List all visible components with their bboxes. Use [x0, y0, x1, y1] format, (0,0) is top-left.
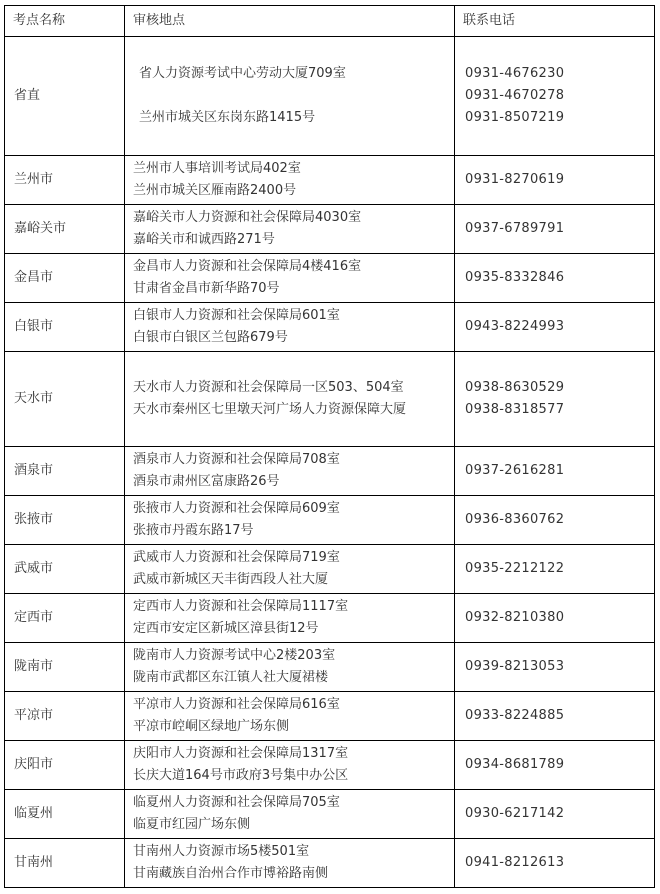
- site-name: 武威市: [5, 545, 125, 594]
- review-location: [125, 447, 455, 496]
- address-line: 白银市人力资源和社会保障局601室: [133, 308, 340, 323]
- site-name: 张掖市: [5, 496, 125, 545]
- address-line: 平凉市崆峒区绿地广场东侧: [133, 719, 290, 734]
- phone-cell: [455, 37, 655, 156]
- address-line: 张掖市人力资源和社会保障局609室: [133, 501, 340, 516]
- phone-number: 0931-4676230: [465, 66, 565, 81]
- address-line: 长庆大道164号市政府3号集中办公区: [133, 768, 349, 783]
- review-location: [125, 254, 455, 303]
- header-site-name: 考点名称: [5, 6, 125, 37]
- phone-number: 0931-8507219: [465, 110, 565, 125]
- site-name: 天水市: [5, 352, 125, 447]
- address-line: 临夏州人力资源和社会保障局705室: [133, 795, 340, 810]
- site-name: 陇南市: [5, 643, 125, 692]
- address-line: 省人力资源考试中心劳动大厦709室: [139, 66, 346, 81]
- phone-number: 0936-8360762: [465, 512, 565, 527]
- exam-site-table: [4, 5, 655, 888]
- phone-cell: [455, 496, 655, 545]
- table-row: [5, 37, 655, 156]
- address-line: 嘉峪关市人力资源和社会保障局4030室: [133, 210, 362, 225]
- address-line: 武威市人力资源和社会保障局719室: [133, 550, 340, 565]
- table-row: [5, 156, 655, 205]
- phone-cell: [455, 254, 655, 303]
- phone-number: 0933-8224885: [465, 708, 565, 723]
- phone-cell: [455, 156, 655, 205]
- site-name: 嘉峪关市: [5, 205, 125, 254]
- address-line: 酒泉市人力资源和社会保障局708室: [133, 452, 340, 467]
- table-row: [5, 839, 655, 888]
- review-location: [125, 156, 455, 205]
- site-name: 兰州市: [5, 156, 125, 205]
- phone-cell: [455, 692, 655, 741]
- phone-number: 0937-6789791: [465, 221, 565, 236]
- review-location: [125, 643, 455, 692]
- phone-number: 0932-8210380: [465, 610, 565, 625]
- site-name: 定西市: [5, 594, 125, 643]
- address-line: 兰州市城关区雁南路2400号: [133, 183, 297, 198]
- phone-number: 0931-8270619: [465, 172, 565, 187]
- phone-cell: [455, 839, 655, 888]
- phone-cell: [455, 741, 655, 790]
- address-line: 定西市人力资源和社会保障局1117室: [133, 599, 349, 614]
- table-row: [5, 594, 655, 643]
- phone-cell: [455, 303, 655, 352]
- phone-cell: [455, 545, 655, 594]
- address-line: 嘉峪关市和诚西路271号: [133, 232, 275, 247]
- phone-number: 0934-8681789: [465, 757, 565, 772]
- review-location: [125, 790, 455, 839]
- site-name: 金昌市: [5, 254, 125, 303]
- site-name: 平凉市: [5, 692, 125, 741]
- review-location: [125, 37, 455, 156]
- site-name: 庆阳市: [5, 741, 125, 790]
- address-line: 兰州市城关区东岗东路1415号: [139, 110, 316, 125]
- table-row: [5, 692, 655, 741]
- review-location: [125, 839, 455, 888]
- address-line: 陇南市人力资源考试中心2楼203室: [133, 648, 336, 663]
- phone-cell: [455, 594, 655, 643]
- review-location: [125, 352, 455, 447]
- address-line: 陇南市武都区东江镇人社大厦裙楼: [133, 670, 329, 685]
- address-line: 庆阳市人力资源和社会保障局1317室: [133, 746, 349, 761]
- phone-number: 0931-4670278: [465, 88, 565, 103]
- table-row: [5, 352, 655, 447]
- address-line: 甘肃省金昌市新华路70号: [133, 281, 280, 296]
- address-line: 武威市新城区天丰街西段人社大厦: [133, 572, 329, 587]
- phone-number: 0938-8630529: [465, 380, 565, 395]
- table-row: [5, 643, 655, 692]
- table-row: [5, 205, 655, 254]
- address-line: 平凉市人力资源和社会保障局616室: [133, 697, 340, 712]
- address-line: 临夏市红园广场东侧: [133, 817, 251, 832]
- phone-number: 0930-6217142: [465, 806, 565, 821]
- phone-cell: [455, 205, 655, 254]
- header-phone: 联系电话: [455, 6, 655, 37]
- site-name: 酒泉市: [5, 447, 125, 496]
- table-row: [5, 447, 655, 496]
- table-row: [5, 496, 655, 545]
- phone-number: 0938-8318577: [465, 402, 565, 417]
- header-review-location: 审核地点: [125, 6, 455, 37]
- table-header-row: [5, 6, 655, 37]
- phone-cell: [455, 790, 655, 839]
- phone-number: 0939-8213053: [465, 659, 565, 674]
- review-location: [125, 303, 455, 352]
- review-location: [125, 741, 455, 790]
- site-name: 省直: [5, 37, 125, 156]
- phone-cell: [455, 352, 655, 447]
- table-row: [5, 790, 655, 839]
- table-row: [5, 254, 655, 303]
- site-name: 白银市: [5, 303, 125, 352]
- address-line: 天水市秦州区七里墩天河广场人力资源保障大厦: [133, 402, 407, 417]
- phone-number: 0935-8332846: [465, 270, 565, 285]
- address-line: 甘南州人力资源市场5楼501室: [133, 844, 310, 859]
- site-name: 甘南州: [5, 839, 125, 888]
- review-location: [125, 692, 455, 741]
- review-location: [125, 496, 455, 545]
- review-location: [125, 594, 455, 643]
- address-line: 金昌市人力资源和社会保障局4楼416室: [133, 259, 362, 274]
- address-line: 天水市人力资源和社会保障局一区503、504室: [133, 380, 404, 395]
- phone-cell: [455, 447, 655, 496]
- phone-cell: [455, 643, 655, 692]
- address-line: 白银市白银区兰包路679号: [133, 330, 288, 345]
- phone-number: 0937-2616281: [465, 463, 565, 478]
- phone-number: 0935-2212122: [465, 561, 565, 576]
- phone-number: 0943-8224993: [465, 319, 565, 334]
- table-row: [5, 545, 655, 594]
- address-line: 甘南藏族自治州合作市博裕路南侧: [133, 866, 329, 881]
- address-line: 张掖市丹霞东路17号: [133, 523, 254, 538]
- address-line: 酒泉市肃州区富康路26号: [133, 474, 280, 489]
- review-location: [125, 205, 455, 254]
- address-line: 定西市安定区新城区漳县街12号: [133, 621, 319, 636]
- address-line: 兰州市人事培训考试局402室: [133, 161, 301, 176]
- site-name: 临夏州: [5, 790, 125, 839]
- table-row: [5, 741, 655, 790]
- review-location: [125, 545, 455, 594]
- table-row: [5, 303, 655, 352]
- phone-number: 0941-8212613: [465, 855, 565, 870]
